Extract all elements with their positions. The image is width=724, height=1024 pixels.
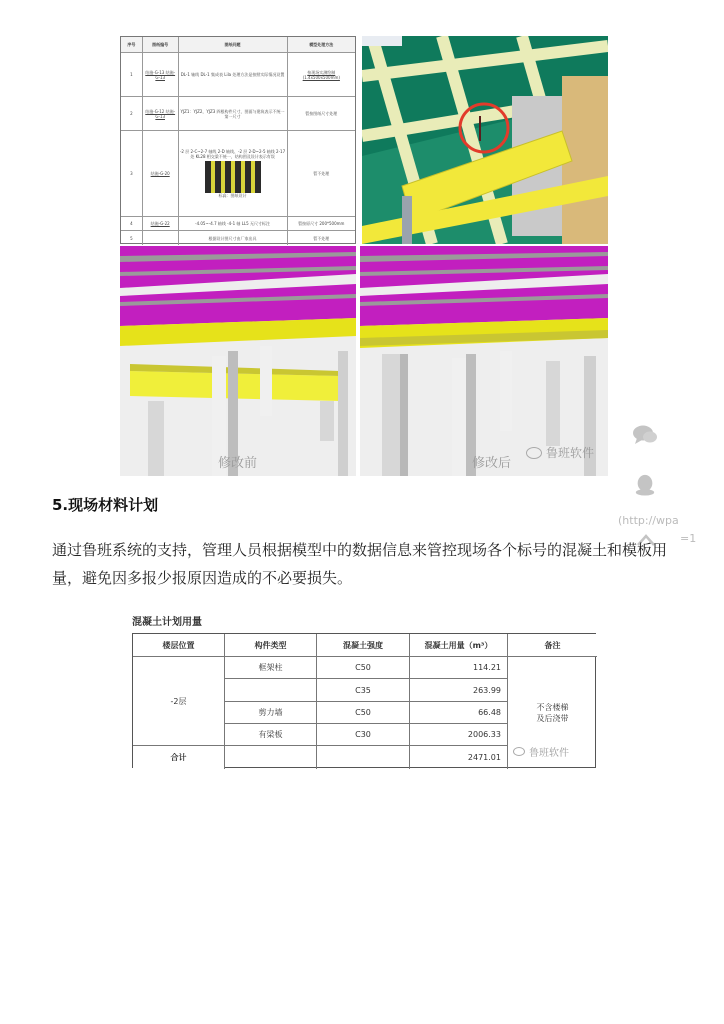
floor-cell: -2层 [133,657,225,746]
row-method[interactable]: 按现场实测绘制 (1.4x500x500mm) [302,69,340,80]
table-row [121,131,355,217]
row-issue: 根据设计图尺寸由厂家出具 [179,231,288,245]
grade-cell: C50 [317,657,410,679]
row-drawing-link[interactable]: 结施-G-12 结施-G-13 [143,97,179,130]
header-drawing: 图纸编号 [143,37,179,52]
row-method: 暂不处理 [313,171,330,176]
total-label: 合计 [133,746,225,769]
table-row [121,231,355,245]
header-no: 序号 [121,37,143,52]
row-issue: -4.05~-4.7 轴线 -4-1 轴 LL5 无尺寸标注 [179,217,288,230]
total-empty-cell [317,746,410,769]
row-method: 暂不处理 [313,235,330,241]
row-drawing [143,231,179,245]
row-no: 2 [121,97,143,130]
chat-bubble-icon [632,424,658,446]
table-row [121,217,355,231]
watermark [526,444,594,461]
table-watermark-text: 鲁班软件 [529,748,569,759]
total-value: 2471.01 [410,746,508,769]
table-row [121,97,355,131]
row-no: 1 [121,53,143,96]
grade-cell: C30 [317,724,410,746]
section-title: 5.现场材料计划 [52,496,159,514]
type-cell: 有梁板 [225,724,317,746]
volume-cell: 2006.33 [410,724,508,746]
row-issue: DL-1 轴线 DL-1 集成表 Lila 处理方法是按照实际情况设置 [179,53,288,96]
type-cell [225,679,317,702]
header-method: 模型处理方法 [288,37,355,52]
row-issue [179,131,288,216]
wechat-logo-icon [513,747,525,756]
row-method: 暂按图纸尺寸处理 [305,111,338,116]
qq-penguin-icon [632,474,658,496]
side-url-suffix: =1 [680,532,697,545]
row-no: 3 [121,131,143,216]
type-cell: 框架柱 [225,657,317,679]
grade-cell: C50 [317,702,410,724]
wechat-logo-icon [526,447,542,459]
row-drawing-link[interactable]: 结施-G-13 结施-G-13 [143,53,179,96]
row-no: 5 [121,231,143,245]
table-watermark [513,744,569,759]
volume-cell: 114.21 [410,657,508,679]
after-render-image [360,246,608,476]
side-url-text: (http://wpa [618,514,679,527]
total-empty-cell [225,746,317,769]
model-detail-render-image [362,36,608,244]
header-volume: 混凝土用量（m³） [410,634,508,657]
qq-share-button[interactable] [632,474,684,500]
row-drawing-link[interactable]: 结施-G-20 [143,131,179,216]
row-no: 4 [121,217,143,230]
section-paragraph: 通过鲁班系统的支持，管理人员根据模型中的数据信息来管控现场各个标号的混凝土和模板用量，避免因多报少报原因造成的不必要损失。 [52,541,668,587]
issue-table [120,36,356,244]
header-floor: 楼层位置 [133,634,225,657]
row-issue-text: -2 层 2-C~2-7 轴线 2-D 轴线、-2 层 2-D~2-5 轴线 2-17 处 KL28 相交梁不统一，结构图及设计表示有误 [179,149,286,159]
remark-cell: 不含楼梯 及后浇带 [536,703,569,723]
header-issue: 图纸问题 [179,37,288,52]
row-method: 暂按原尺寸 200*500mm [298,221,345,226]
concrete-table-title: 混凝土计划用量 [132,617,202,628]
concrete-plan-table [132,633,596,768]
row-issue-note: 标高：图纸设计 [218,193,247,198]
header-type: 构件类型 [225,634,317,657]
chat-share-button[interactable] [632,424,684,450]
volume-cell: 66.48 [410,702,508,724]
grade-cell: C35 [317,679,410,702]
issue-thumbnail-image [205,161,261,193]
caption-after: 修改后 [472,456,512,471]
row-drawing-link[interactable]: 结施-G-22 [143,217,179,230]
type-cell: 剪力墙 [225,702,317,724]
watermark-text: 鲁班软件 [546,446,595,460]
header-grade: 混凝土强度 [317,634,410,657]
caption-before: 修改前 [218,456,258,471]
before-render-image [120,246,356,476]
row-issue: YJZ1：YJZ2，YJZ3 四根构件尺寸，图面与建筑表示不统一 第一尺寸 [179,97,288,130]
table-row [121,53,355,97]
top-figure [120,36,608,471]
volume-cell: 263.99 [410,679,508,702]
issue-table-header [121,37,355,53]
header-remark: 备注 [508,634,597,657]
